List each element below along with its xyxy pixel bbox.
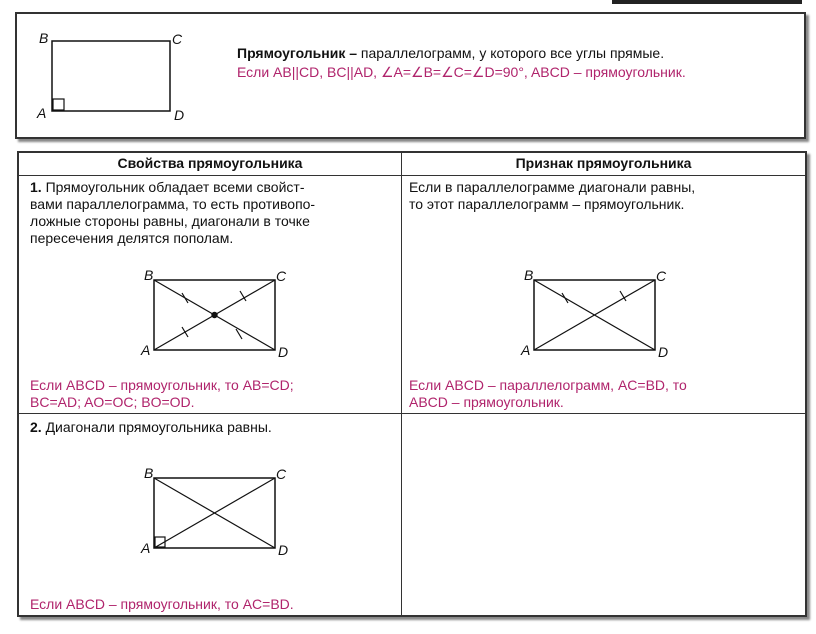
property-1-conclusion (30, 377, 400, 411)
property-2-body: Диагонали прямоугольника равны. (45, 419, 272, 435)
sign-text (409, 179, 801, 213)
rectangle-figure-sign (509, 263, 689, 363)
definition-dash: – (345, 45, 361, 61)
property-2-number: 2. (30, 419, 42, 435)
column-divider (401, 153, 402, 615)
vertex-label-B: B (144, 267, 154, 283)
sign-line: то этот параллелограмм – прямоугольник. (409, 196, 685, 212)
vertex-label-C: C (276, 466, 287, 482)
header-properties: Свойства прямоугольника (117, 155, 303, 171)
sign-line: Если в параллелограмме диагонали равны, (409, 179, 696, 195)
vertex-label-D: D (658, 344, 669, 360)
sign-conclusion-line: Если ABCD – параллелограмм, AC=BD, то (409, 377, 687, 393)
definition-term: Прямоугольник (237, 45, 346, 61)
vertex-label-A: A (521, 342, 531, 358)
vertex-label-A: A (37, 105, 47, 121)
vertex-label-D: D (174, 107, 185, 123)
vertex-label-C: C (276, 268, 287, 284)
property-1-line: ложные стороны равны, диагонали в точке (30, 213, 310, 229)
row-divider (19, 413, 805, 414)
vertex-label-B: B (39, 30, 49, 46)
property-1-line: пересечения делятся пополам. (30, 230, 234, 246)
sign-conclusion (409, 377, 801, 411)
property-1-conclusion-line: Если ABCD – прямоугольник, то AB=CD; (30, 377, 294, 393)
property-1-number: 1. (30, 179, 42, 195)
property-1-line: вами параллелограмма, то есть противопо- (30, 196, 316, 212)
vertex-label-B: B (524, 267, 534, 283)
header-divider (19, 175, 805, 176)
header-sign: Признак прямоугольника (515, 155, 692, 171)
property-1-conclusion-line: BC=AD; AO=OC; BO=OD. (30, 394, 195, 410)
definition-body: параллелограмм, у которого все углы прямые. (360, 45, 665, 61)
rectangle-figure-property-1 (129, 263, 309, 363)
definition-box (15, 12, 806, 139)
property-1-text (30, 179, 400, 247)
vertex-label-A: A (141, 342, 151, 358)
vertex-label-D: D (278, 344, 289, 360)
definition-text (237, 44, 686, 82)
vertex-label-A: A (141, 540, 151, 556)
vertex-label-B: B (144, 465, 154, 481)
property-2-text (30, 419, 400, 436)
property-1-line: Прямоугольник обладает всеми свойст- (45, 179, 305, 195)
rectangle-figure-property-2 (129, 461, 309, 561)
definition-condition: Если AB||CD, BC||AD, ∠A=∠B=∠C=∠D=90°, ABCD – прямоугольник. (237, 64, 686, 80)
property-2-conclusion: Если ABCD – прямоугольник, то AC=BD. (30, 596, 294, 612)
vertex-label-C: C (656, 268, 667, 284)
vertex-label-D: D (278, 542, 289, 558)
vertex-label-C: C (172, 31, 183, 47)
sign-conclusion-line: ABCD – прямоугольник. (409, 394, 564, 410)
properties-table (17, 151, 807, 617)
diagonal-intersection-point (211, 312, 217, 318)
right-angle-mark (53, 99, 64, 110)
top-rule (612, 0, 802, 4)
